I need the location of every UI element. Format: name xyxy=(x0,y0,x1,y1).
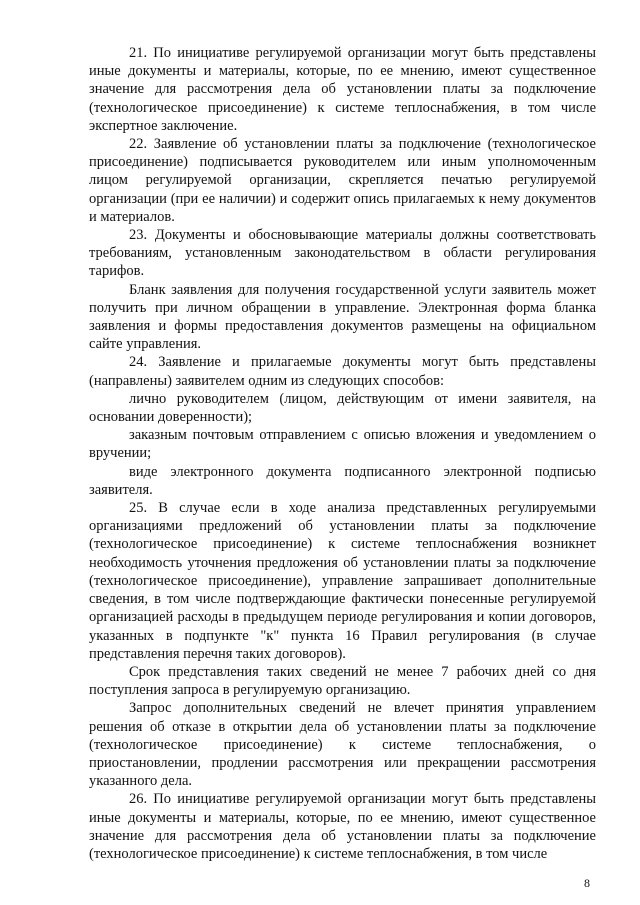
list-item-electronic: виде электронного документа подписанного электронной подписью заявителя. xyxy=(89,463,596,498)
paragraph-22: 22. Заявление об установлении платы за подключение (технологическое присоединение) подписывается руководителем или иным уполномоченным лицом регулируемой организации, скрепляется печатью регулируемой организации (при ее наличии) и содержит опись прилагаемых к нему документов и материалов. xyxy=(89,136,596,225)
paragraph-deadline: Срок представления таких сведений не менее 7 рабочих дней со дня поступления запроса в регулируемую организацию. xyxy=(89,663,596,699)
page-number: 8 xyxy=(584,876,590,890)
paragraph-26: 26. По инициативе регулируемой организации могут быть представлены иные документы и материалы, которые, по ее мнению, имеют существенное значение для рассмотрения дела об установлении платы за подключение (технологическое присоединение) к системе теплоснабжения, в том числе xyxy=(89,791,596,862)
paragraph-24: 24. Заявление и прилагаемые документы могут быть представлены (направлены) заявителем одним из следующих способов: xyxy=(89,354,596,389)
document-page xyxy=(89,44,596,863)
list-item-registered-mail: заказным почтовым отправлением с описью вложения и уведомлением о вручении; xyxy=(89,427,596,462)
paragraph-request: Запрос дополнительных сведений не влечет принятия управлением решения об отказе в открытии дела об установлении платы за подключение (технологическое присоединение) к системе теплоснабжения, о приостановлении, продлении рассмотрения или прекращении рассмотрения указанного дела. xyxy=(89,700,596,790)
list-item-in-person: лично руководителем (лицом, действующим от имени заявителя, на основании доверенности); xyxy=(89,390,596,426)
paragraph-23: 23. Документы и обосновывающие материалы должны соответствовать требованиям, установленным законодательством в области регулирования тарифов. xyxy=(89,227,596,280)
paragraph-application-form: Бланк заявления для получения государственной услуги заявитель может получить при личном обращении в управление. Электронная форма бланка заявления и формы предоставления документов размещены на официальном сайте управления. xyxy=(89,281,596,353)
paragraph-25: 25. В случае если в ходе анализа представленных регулируемыми организациями предложений об установлении платы за подключение (технологическое присоединение) к системе теплоснабжения возникнет необходимость уточнения предложения об установлении платы за подключение (технологическое присоединение), управление запрашивает дополнительные сведения, в том числе подтверждающие фактически понесенные регулируемой организацией расходы в предыдущем периоде регулирования и копии договоров, указанных в подпункте "к" пункта 16 Правил регулирования (в случае представления перечня таких договоров). xyxy=(89,500,596,662)
paragraph-21: 21. По инициативе регулируемой организации могут быть представлены иные документы и материалы, которые, по ее мнению, имеют существенное значение для рассмотрения дела об установлении платы за подключение (технологическое присоединение) к системе теплоснабжения, в том числе экспертное заключение. xyxy=(89,45,596,134)
